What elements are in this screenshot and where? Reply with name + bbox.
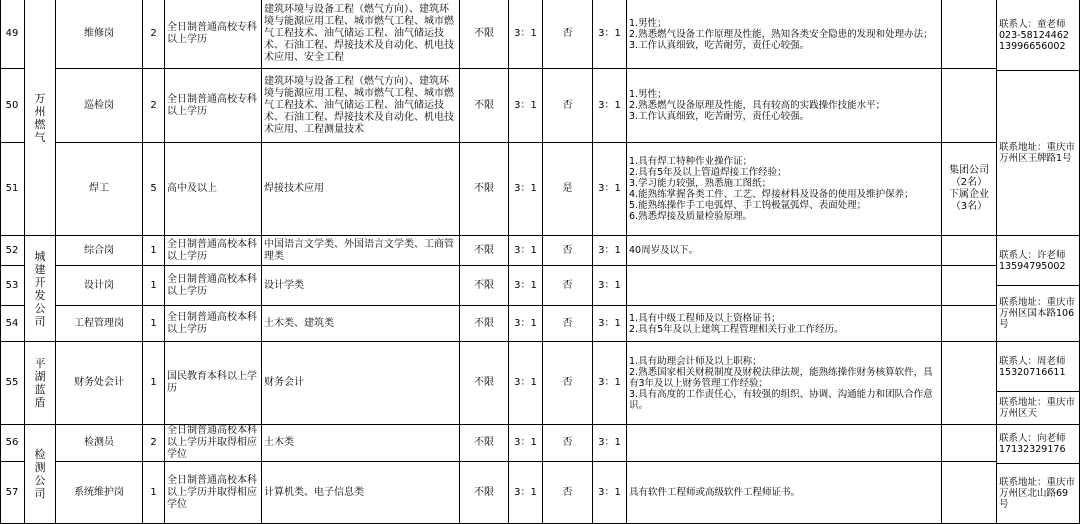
ratio-value-2-text: 3：1 (598, 486, 621, 498)
row-number (0, 236, 25, 266)
exam-flag (543, 236, 593, 266)
other-requirements-text: 40周岁及以下。 (629, 245, 699, 256)
ratio-value-2-text: 3：1 (598, 279, 621, 291)
contact-info (997, 342, 1080, 392)
exam-flag-text: 是 (562, 183, 573, 194)
major-requirement-text: 土木类、建筑类 (264, 317, 334, 329)
post-name-text: 检测员 (84, 437, 114, 448)
other-requirements (627, 143, 942, 236)
ratio-value-2-text: 3：1 (598, 317, 621, 329)
remark-cell (942, 69, 997, 143)
post-count-text: 2 (150, 437, 157, 448)
post-name-text: 巡检岗 (84, 99, 114, 111)
other-requirements-text: 1.男性； 2.熟悉燃气设备原理及性能，具有较高的实践操作技能水平； 3.工作认真细致，吃苦耐劳，责任心较强。 (629, 89, 886, 122)
remark-cell (942, 236, 997, 266)
major-requirement-text: 焊接技术应用 (264, 183, 324, 194)
ratio-value-2-text: 3：1 (598, 244, 621, 256)
ratio-value-2 (593, 462, 627, 524)
age-requirement (460, 266, 509, 306)
contact-info (997, 236, 1080, 286)
exam-flag (543, 143, 593, 236)
unit-name-text: 城建开发公司 (34, 249, 46, 328)
other-requirements (627, 266, 942, 306)
ratio-value (509, 266, 543, 306)
age-requirement-text: 不限 (474, 437, 494, 448)
age-requirement-text: 不限 (474, 244, 494, 256)
ratio-value-text: 3：1 (514, 183, 537, 194)
ratio-value-2 (593, 425, 627, 462)
other-requirements (627, 306, 942, 342)
exam-flag (543, 306, 593, 342)
unit-name-text: 平湖蓝盾 (34, 357, 46, 409)
age-requirement (460, 69, 509, 143)
post-count (143, 0, 165, 69)
age-requirement (460, 0, 509, 69)
ratio-value-2 (593, 306, 627, 342)
unit-name-text: 万州燃气 (34, 91, 46, 144)
post-name (56, 236, 143, 266)
contact-info-text: 联系人：许老师 13594795002 (999, 249, 1066, 272)
row-number-text: 49 (5, 28, 19, 39)
post-name-text: 系统维护岗 (74, 486, 124, 498)
exam-flag-text: 否 (562, 279, 573, 291)
major-requirement (262, 342, 460, 425)
post-name (56, 306, 143, 342)
ratio-value (509, 342, 543, 425)
age-requirement (460, 425, 509, 462)
ratio-value-text: 3：1 (514, 486, 537, 498)
post-count (143, 342, 165, 425)
ratio-value (509, 306, 543, 342)
exam-flag-text: 否 (562, 437, 573, 448)
education-requirement-text: 全日制普通高校本科以上学历并取得相应学位 (167, 474, 257, 510)
ratio-value-2 (593, 69, 627, 143)
contact-info-text: 联系人：童老师 023-58124462 13996656002 (999, 18, 1069, 52)
other-requirements (627, 462, 942, 524)
post-count-text: 5 (150, 183, 157, 194)
age-requirement-text: 不限 (474, 377, 494, 388)
major-requirement-text: 建筑环境与设备工程（燃气方向）、建筑环境与能源应用工程、城市燃气工程、城市燃气工程技术、油气储运工程、油气储运技术、石油工程、焊接技术及自动化、机电技术应用、安全工程 (264, 4, 454, 63)
major-requirement (262, 143, 460, 236)
exam-flag-text: 否 (562, 377, 573, 388)
contact-address-text: 联系地址：重庆市万州区天 (999, 397, 1076, 419)
exam-flag-text: 否 (562, 244, 573, 256)
ratio-value-2-text: 3：1 (598, 437, 621, 448)
row-number (0, 425, 25, 462)
row-number (0, 69, 25, 143)
ratio-value (509, 69, 543, 143)
row-number (0, 266, 25, 306)
exam-flag (543, 0, 593, 69)
post-name (56, 425, 143, 462)
contact-address-text: 联系地址：重庆市万州区北山路69号 (999, 477, 1076, 510)
post-count (143, 306, 165, 342)
post-name-text: 焊工 (89, 183, 109, 194)
age-requirement (460, 342, 509, 425)
education-requirement-text: 全日制普通高校本科以上学历并取得相应学位 (167, 425, 257, 460)
other-requirements-text: 1.具有助理会计师及以上职称； 2.熟悉国家相关财税制度及财税法律法规，能熟练操作财务核算软件，具有3年及以上财务管理工作经验； 3.具有高度的工作责任心，有较强的组织、协调、沟通能力和团队合作意识。 (629, 355, 933, 411)
remark-cell (942, 342, 997, 425)
ratio-value-text: 3：1 (514, 437, 537, 448)
post-name (56, 143, 143, 236)
exam-flag-text: 否 (562, 28, 573, 39)
age-requirement-text: 不限 (474, 28, 494, 39)
row-number (0, 143, 25, 236)
education-requirement (165, 342, 262, 425)
post-count (143, 462, 165, 524)
post-count-text: 1 (150, 244, 157, 256)
post-count (143, 266, 165, 306)
exam-flag (543, 342, 593, 425)
education-requirement-text: 全日制普通高校本科以上学历 (167, 311, 257, 335)
exam-flag-text: 否 (562, 317, 573, 329)
exam-flag (543, 425, 593, 462)
post-count-text: 1 (150, 377, 157, 388)
major-requirement (262, 236, 460, 266)
post-name (56, 0, 143, 69)
contact-address-text: 联系地址：重庆市万州区王牌路1号 (999, 142, 1076, 164)
education-requirement (165, 69, 262, 143)
age-requirement (460, 306, 509, 342)
post-name (56, 266, 143, 306)
education-requirement (165, 143, 262, 236)
remark-cell (942, 143, 997, 236)
age-requirement-text: 不限 (474, 279, 494, 291)
post-count (143, 236, 165, 266)
contact-address (997, 286, 1080, 342)
ratio-value-2-text: 3：1 (598, 28, 621, 39)
contact-address (997, 392, 1080, 425)
ratio-value (509, 0, 543, 69)
education-requirement (165, 266, 262, 306)
post-name-text: 财务处会计 (74, 377, 124, 388)
row-number-text: 54 (5, 317, 19, 329)
post-count-text: 2 (150, 99, 157, 111)
post-name-text: 综合岗 (84, 244, 114, 256)
ratio-value-2 (593, 342, 627, 425)
major-requirement-text: 设计学类 (264, 279, 304, 291)
exam-flag (543, 69, 593, 143)
ratio-value-2-text: 3：1 (598, 99, 621, 111)
ratio-value-text: 3：1 (514, 279, 537, 291)
education-requirement (165, 236, 262, 266)
row-number-text: 57 (5, 486, 19, 498)
age-requirement-text: 不限 (474, 317, 494, 329)
post-count (143, 425, 165, 462)
exam-flag-text: 否 (562, 486, 573, 498)
education-requirement (165, 306, 262, 342)
row-number (0, 462, 25, 524)
major-requirement (262, 306, 460, 342)
major-requirement-text: 财务会计 (264, 377, 304, 388)
education-requirement-text: 全日制普通高校专科以上学历 (167, 93, 257, 117)
education-requirement-text: 全日制普通高校本科以上学历 (167, 238, 257, 262)
post-name (56, 462, 143, 524)
contact-address (997, 71, 1080, 236)
unit-name (25, 0, 56, 236)
other-requirements (627, 236, 942, 266)
contact-info (997, 425, 1080, 464)
education-requirement-text: 国民教育本科以上学历 (167, 371, 257, 394)
row-number (0, 306, 25, 342)
post-count-text: 1 (150, 486, 157, 498)
other-requirements (627, 0, 942, 69)
ratio-value-text: 3：1 (514, 28, 537, 39)
row-number (0, 0, 25, 69)
ratio-value-text: 3：1 (514, 99, 537, 111)
age-requirement (460, 236, 509, 266)
remark-cell (942, 0, 997, 69)
ratio-value-text: 3：1 (514, 317, 537, 329)
age-requirement-text: 不限 (474, 99, 494, 111)
row-number-text: 53 (5, 279, 19, 291)
post-count (143, 143, 165, 236)
ratio-value-2-text: 3：1 (598, 183, 621, 194)
remark-cell-text: 集团公司（2名） 下属企业（3名） (949, 165, 989, 212)
post-name-text: 设计岗 (84, 279, 114, 291)
post-name-text: 工程管理岗 (74, 317, 124, 329)
major-requirement (262, 425, 460, 462)
row-number-text: 55 (5, 377, 19, 388)
age-requirement (460, 143, 509, 236)
ratio-value-text: 3：1 (514, 244, 537, 256)
ratio-value-text: 3：1 (514, 377, 537, 388)
major-requirement-text: 中国语言文学类、外国语言文学类、工商管理类 (264, 238, 454, 262)
ratio-value (509, 462, 543, 524)
row-number-text: 52 (5, 244, 19, 256)
ratio-value-2 (593, 0, 627, 69)
education-requirement-text: 全日制普通高校本科以上学历 (167, 273, 257, 297)
age-requirement-text: 不限 (474, 486, 494, 498)
row-number-text: 50 (5, 99, 19, 111)
other-requirements (627, 425, 942, 462)
row-number (0, 342, 25, 425)
education-requirement (165, 462, 262, 524)
contact-info (997, 0, 1080, 71)
exam-flag (543, 462, 593, 524)
major-requirement (262, 0, 460, 69)
other-requirements (627, 342, 942, 425)
major-requirement-text: 建筑环境与设备工程（燃气方向）、建筑环境与能源应用工程、城市燃气工程、城市燃气工程技术、油气储运工程、油气储运技术、石油工程、焊接技术及自动化、机电技术应用、工程测量技术 (264, 75, 454, 135)
ratio-value (509, 425, 543, 462)
other-requirements-text: 1.男性； 2.熟悉燃气设备工作原理及性能，熟知各类安全隐患的发现和处理办法； 3.工作认真细致，吃苦耐劳，责任心较强。 (629, 17, 933, 51)
major-requirement (262, 462, 460, 524)
post-count-text: 1 (150, 279, 157, 291)
ratio-value-2-text: 3：1 (598, 377, 621, 388)
remark-cell (942, 425, 997, 462)
post-name (56, 69, 143, 143)
contact-address-text: 联系地址：重庆市万州区国本路106号 (999, 297, 1076, 330)
table-left-border (0, 0, 1, 524)
ratio-value (509, 236, 543, 266)
major-requirement-text: 土木类 (264, 437, 294, 448)
other-requirements-text: 具有软件工程师或高级软件工程师证书。 (629, 487, 801, 498)
remark-cell (942, 462, 997, 524)
row-number-text: 51 (5, 183, 19, 194)
ratio-value (509, 143, 543, 236)
contact-address (997, 464, 1080, 524)
education-requirement (165, 0, 262, 69)
post-count-text: 2 (150, 28, 157, 39)
post-name-text: 维修岗 (84, 28, 114, 39)
ratio-value-2 (593, 143, 627, 236)
other-requirements-text: 1.具有中级工程师及以上资格证书； 2.具有5年及以上建筑工程管理相关行业工作经历。 (629, 312, 844, 335)
major-requirement (262, 69, 460, 143)
contact-info-text: 联系人：向老师 17132329176 (999, 433, 1066, 455)
other-requirements-text: 1.具有焊工特种作业操作证； 2.具有5年及以上管道焊接工作经验； 3.学习能力较强，熟悉施工图纸； 4.能熟练掌握各类工件、工艺、焊接材料及设备的使用及维护保养； 5.能熟练操作手工电弧焊、手工钨极氩弧焊、表面处理； 6.熟悉焊接及质量检验原理。 (629, 156, 914, 222)
other-requirements (627, 69, 942, 143)
ratio-value-2 (593, 266, 627, 306)
post-count (143, 69, 165, 143)
row-number-text: 56 (5, 437, 19, 448)
post-name (56, 342, 143, 425)
exam-flag (543, 266, 593, 306)
exam-flag-text: 否 (562, 99, 573, 111)
unit-name (25, 425, 56, 524)
age-requirement-text: 不限 (474, 183, 494, 194)
education-requirement-text: 高中及以上 (167, 183, 217, 194)
unit-name (25, 236, 56, 342)
education-requirement-text: 全日制普通高校专科以上学历 (167, 22, 257, 45)
remark-cell (942, 266, 997, 306)
education-requirement (165, 425, 262, 462)
unit-name (25, 342, 56, 425)
contact-info-text: 联系人：周老师 15320716611 (999, 355, 1066, 378)
age-requirement (460, 462, 509, 524)
remark-cell (942, 306, 997, 342)
major-requirement-text: 计算机类、电子信息类 (264, 486, 364, 498)
post-count-text: 1 (150, 317, 157, 329)
unit-name-text: 检测公司 (34, 448, 46, 500)
ratio-value-2 (593, 236, 627, 266)
major-requirement (262, 266, 460, 306)
